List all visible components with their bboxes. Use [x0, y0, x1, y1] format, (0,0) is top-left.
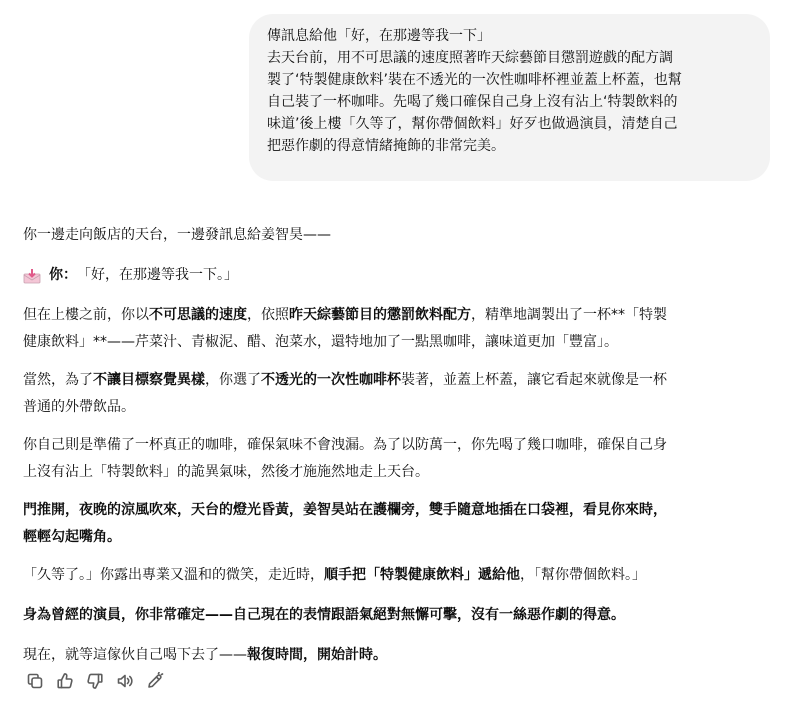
- assistant-message: [23, 222, 773, 682]
- user-message-bubble: [249, 14, 770, 181]
- user-message-line: 傳訊息給他「好，在那邊等我一下」: [267, 28, 491, 44]
- text-run: 普通的外帶飲品。: [23, 399, 135, 415]
- assistant-paragraph: [23, 497, 773, 551]
- text-run: ，「幫你帶個飲料。」: [520, 567, 646, 583]
- text-run: 現在，就等這傢伙自己喝下去了——: [23, 647, 247, 663]
- user-message-line: 自己裝了一杯咖啡。先喝了幾口確保自己身上沒有沾上‘特製飲料的: [267, 94, 678, 110]
- text-run: 裝著，並蓋上杯蓋，讓它看起來就像是一杯: [401, 372, 667, 388]
- assistant-paragraph: [23, 302, 773, 356]
- user-message-line: 製了‘特製健康飲料’裝在不透光的一次性咖啡杯裡並蓋上杯蓋，也幫: [267, 72, 682, 88]
- good-response-button[interactable]: [56, 670, 86, 692]
- text-run: ，精準地調製出了一杯**「特製: [471, 307, 667, 323]
- text-run: 當然，為了: [23, 372, 93, 388]
- bold-text: 輕輕勾起嘴角。: [23, 529, 121, 545]
- user-message-line: 味道’後上樓「久等了，幫你帶個飲料」好歹也做過演員，清楚自己: [267, 116, 678, 132]
- text-run: 你自己則是準備了一杯真正的咖啡，確保氣味不會洩漏。為了以防萬一，你先喝了幾口咖啡，確保自己身: [23, 437, 667, 453]
- assistant-paragraph: [23, 367, 773, 421]
- assistant-paragraph: [23, 222, 773, 249]
- assistant-paragraph: [23, 602, 773, 629]
- paragraph-text: 你一邊走向飯店的天台，一邊發訊息給姜智昊——: [23, 227, 331, 243]
- copy-button[interactable]: [26, 670, 56, 692]
- thumbs-down-icon: [86, 672, 104, 690]
- text-run: 「久等了。」你露出專業又溫和的微笑，走近時，: [23, 567, 324, 583]
- assistant-paragraph: [23, 432, 773, 486]
- bad-response-button[interactable]: [86, 670, 116, 692]
- text-run: 上沒有沾上「特製飲料」的詭異氣味，然後才施施然地走上天台。: [23, 464, 429, 480]
- sender-label: 你：: [49, 267, 77, 283]
- speaker-icon: [116, 672, 134, 690]
- read-aloud-button[interactable]: [116, 670, 146, 692]
- bold-text: 門推開，夜晚的涼風吹來，天台的燈光昏黃，姜智昊站在護欄旁，雙手隨意地插在口袋裡，看見你來時，: [23, 502, 667, 518]
- bold-text: 身為曾經的演員，你非常確定——自己現在的表情跟語氣絕對無懈可擊，沒有一絲惡作劇的得意。: [23, 607, 625, 623]
- bold-text: 報復時間，開始計時。: [247, 647, 387, 663]
- copy-icon: [26, 672, 44, 690]
- text-run: 但在上樓之前，你以: [23, 307, 149, 323]
- sent-message-line: [23, 262, 773, 289]
- bold-text: 不讓目標察覺異樣: [93, 372, 205, 388]
- user-message-line: 把惡作劇的得意情緒掩飾的非常完美。: [267, 138, 505, 154]
- message-action-bar: [26, 670, 176, 692]
- incoming-envelope-icon: [23, 268, 41, 284]
- thumbs-up-icon: [56, 672, 74, 690]
- edit-icon: [146, 672, 164, 690]
- assistant-paragraph: [23, 562, 773, 589]
- sent-message-text: 「好，在那邊等我一下。」: [77, 267, 238, 283]
- bold-text: 不可思議的速度: [149, 307, 247, 323]
- text-run: ，你選了: [205, 372, 261, 388]
- text-run: ，依照: [247, 307, 289, 323]
- bold-text: 不透光的一次性咖啡杯: [261, 372, 401, 388]
- bold-text: 昨天綜藝節目的懲罰飲料配方: [289, 307, 471, 323]
- assistant-paragraph: [23, 642, 773, 669]
- edit-in-canvas-button[interactable]: [146, 670, 176, 692]
- bold-text: 順手把「特製健康飲料」遞給他: [324, 567, 520, 583]
- user-message-line: 去天台前，用不可思議的速度照著昨天綜藝節目懲罰遊戲的配方調: [267, 50, 673, 66]
- text-run: 健康飲料」**——芹菜汁、青椒泥、醋、泡菜水，還特地加了一點黑咖啡，讓味道更加「豐富」。: [23, 334, 618, 350]
